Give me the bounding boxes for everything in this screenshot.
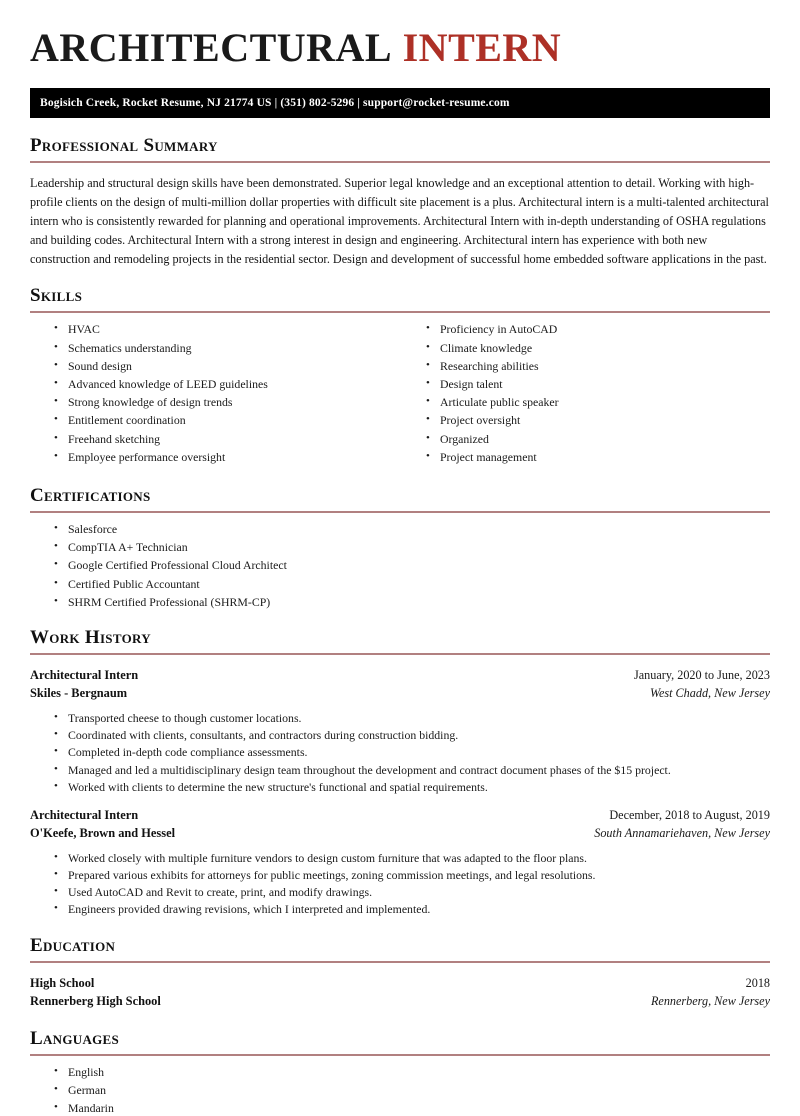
list-item: • Employee performance oversight bbox=[54, 450, 400, 465]
list-item: • Proficiency in AutoCAD bbox=[426, 322, 770, 337]
education-year: 2018 bbox=[745, 975, 770, 990]
name-last: INTERN bbox=[402, 25, 562, 70]
list-item: • German bbox=[54, 1083, 770, 1098]
list-item: • Entitlement coordination bbox=[54, 413, 400, 428]
work-entry-title-row bbox=[30, 807, 770, 825]
degree-title: High School bbox=[30, 975, 95, 990]
education-school-row bbox=[30, 993, 770, 1011]
job-location: South Annamariehaven, New Jersey bbox=[594, 825, 770, 840]
work-entry bbox=[30, 667, 770, 795]
list-item: • Project oversight bbox=[426, 413, 770, 428]
list-item: • HVAC bbox=[54, 322, 400, 337]
list-item: • Sound design bbox=[54, 359, 400, 374]
section-professional-summary bbox=[30, 136, 770, 268]
work-entry-company-row bbox=[30, 685, 770, 703]
section-education bbox=[30, 936, 770, 1011]
list-item: • Strong knowledge of design trends bbox=[54, 395, 400, 410]
section-heading-education: Education bbox=[30, 934, 116, 956]
list-item: • Used AutoCAD and Revit to create, print, and modify drawings. bbox=[54, 885, 770, 900]
education-degree-row bbox=[30, 975, 770, 993]
list-item: • Design talent bbox=[426, 377, 770, 392]
work-entry-company-row bbox=[30, 825, 770, 843]
list-item: • Schematics understanding bbox=[54, 341, 400, 356]
section-heading-work-history: Work History bbox=[30, 626, 151, 648]
languages-list bbox=[30, 1065, 770, 1116]
list-item: • Managed and led a multidisciplinary design team throughout the development and contract document phases of the $15 project. bbox=[54, 763, 770, 778]
job-dates: December, 2018 to August, 2019 bbox=[609, 807, 770, 822]
list-item: • Google Certified Professional Cloud Architect bbox=[54, 558, 770, 573]
work-entry bbox=[30, 807, 770, 918]
section-work-history bbox=[30, 628, 770, 918]
section-divider bbox=[30, 1054, 770, 1056]
section-certifications bbox=[30, 486, 770, 610]
school-name: Rennerberg High School bbox=[30, 993, 161, 1008]
section-divider bbox=[30, 653, 770, 655]
education-entry bbox=[30, 975, 770, 1011]
list-item: • Worked closely with multiple furniture vendors to design custom furniture that was adapted to the floor plans. bbox=[54, 851, 770, 866]
work-entry-bullets bbox=[30, 851, 770, 918]
list-item: • Freehand sketching bbox=[54, 432, 400, 447]
job-location: West Chadd, New Jersey bbox=[649, 685, 770, 700]
list-item: • Mandarin bbox=[54, 1101, 770, 1116]
skills-list-left bbox=[30, 322, 400, 468]
skills-list-right bbox=[400, 322, 770, 468]
section-skills bbox=[30, 286, 770, 468]
company-name: Skiles - Bergnaum bbox=[30, 685, 128, 700]
list-item: • Project management bbox=[426, 450, 770, 465]
list-item: • Salesforce bbox=[54, 522, 770, 537]
job-title: Architectural Intern bbox=[30, 667, 139, 682]
contact-line: Bogisich Creek, Rocket Resume, NJ 21774 US | (351) 802-5296 | support@rocket-resume.com bbox=[40, 97, 510, 109]
list-item: • Climate knowledge bbox=[426, 341, 770, 356]
page-title bbox=[30, 0, 770, 68]
school-location: Rennerberg, New Jersey bbox=[650, 993, 770, 1008]
section-divider bbox=[30, 161, 770, 163]
work-entry-bullets bbox=[30, 711, 770, 795]
list-item: • Completed in-depth code compliance assessments. bbox=[54, 745, 770, 760]
section-heading-skills: Skills bbox=[30, 285, 83, 307]
job-dates: January, 2020 to June, 2023 bbox=[634, 667, 770, 682]
list-item: • Engineers provided drawing revisions, which I interpreted and implemented. bbox=[54, 902, 770, 917]
list-item: • English bbox=[54, 1065, 770, 1080]
section-divider bbox=[30, 511, 770, 513]
list-item: • Advanced knowledge of LEED guidelines bbox=[54, 377, 400, 392]
company-name: O'Keefe, Brown and Hessel bbox=[30, 825, 176, 840]
list-item: • Certified Public Accountant bbox=[54, 577, 770, 592]
name-first: ARCHITECTURAL bbox=[30, 25, 393, 70]
list-item: • Worked with clients to determine the new structure's functional and spatial requirements. bbox=[54, 780, 770, 795]
list-item: • Transported cheese to though customer locations. bbox=[54, 711, 770, 726]
section-heading-summary: Professional Summary bbox=[30, 135, 218, 156]
contact-bar bbox=[30, 88, 770, 118]
list-item: • Organized bbox=[426, 432, 770, 447]
list-item: • Articulate public speaker bbox=[426, 395, 770, 410]
list-item: • CompTIA A+ Technician bbox=[54, 540, 770, 555]
list-item: • Coordinated with clients, consultants, and contractors during construction bidding. bbox=[54, 728, 770, 743]
certifications-list bbox=[30, 522, 770, 610]
skills-columns bbox=[30, 313, 770, 468]
section-heading-certifications: Certifications bbox=[30, 485, 151, 507]
work-entry-title-row bbox=[30, 667, 770, 685]
list-item: • Prepared various exhibits for attorneys for public meetings, zoning commission meetings, and legal resolutions. bbox=[54, 868, 770, 883]
job-title: Architectural Intern bbox=[30, 807, 139, 822]
section-languages bbox=[30, 1029, 770, 1116]
summary-text: Leadership and structural design skills have been demonstrated. Superior legal knowledge and an exceptional attention to detail. Working with high-profile clients on the design of multi-million dollar properties with difficult site placement is a plus. Architectural intern is a multi-talented architectural intern who is consistently rewarded for planning and operational improvements. Architectural Intern with in-depth understanding of OSHA regulations and building codes. Architectural Intern with a strong interest in design and engineering. Architectural intern has experience with both new construction and remodeling projects in the residential sector. Design and development of successful home embedded software applications in the past. bbox=[30, 175, 769, 266]
section-divider bbox=[30, 961, 770, 963]
section-heading-languages: Languages bbox=[30, 1027, 120, 1049]
list-item: • Researching abilities bbox=[426, 359, 770, 374]
list-item: • SHRM Certified Professional (SHRM-CP) bbox=[54, 595, 770, 610]
